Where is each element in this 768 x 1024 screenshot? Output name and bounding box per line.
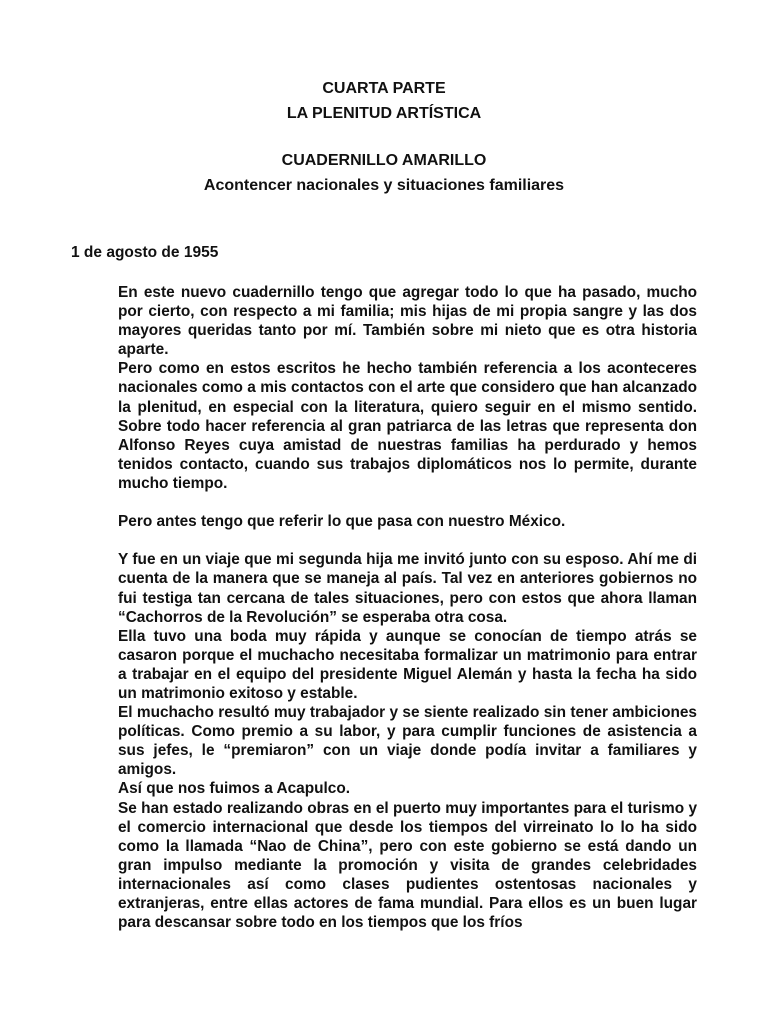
notebook-heading: CUADERNILLO AMARILLO [281,152,487,169]
entry-body [118,283,697,932]
paragraph: En este nuevo cuadernillo tengo que agregar todo lo que ha pasado, mucho por cierto, con respecto a mi familia; mis hijas de mi propia sangre y las dos mayores queridas tanto por mí. También sobre mi nieto que es otra historia aparte. [118,284,697,359]
paragraph: Ella tuvo una boda muy rápida y aunque se conocían de tiempo atrás se casaron porque el muchacho necesitaba formalizar un matrimonio para entrar a trabajar en el equipo del presidente Miguel Alemán y hasta la fecha ha sido un matrimonio exitoso y estable. [118,627,697,702]
paragraph: El muchacho resultó muy trabajador y se siente realizado sin tener ambiciones políticas. Como premio a su labor, y para cumplir funciones de asistencia a sus jefes, le “premiaron” con un viaje donde podía invitar a familiares y amigos. [118,704,697,779]
paragraph: Pero antes tengo que referir lo que pasa con nuestro México. [118,513,566,531]
paragraph: Se han estado realizando obras en el puerto muy importantes para el turismo y el comercio internacional que desde los tiempos del virreinato lo lo ha sido como la llamada “Nao de China”, pero con este gobierno se está dando un gran impulso mediante la promoción y visita de grandes celebridades internacionales así como clases pudientes ostentosas nacionales y extranjeras, entre ellas actores de fama mundial. Para ellos es un buen lugar para descansar sobre todo en los tiempos que los fríos [118,799,697,932]
part-heading: CUARTA PARTE [322,80,446,97]
part-title: LA PLENITUD ARTÍSTICA [286,105,482,122]
paragraph: Así que nos fuimos a Acapulco. [118,780,351,798]
entry-date: 1 de agosto de 1955 [71,244,219,261]
notebook-subtitle: Acontencer nacionales y situaciones familiares [203,177,565,194]
paragraph: Y fue en un viaje que mi segunda hija me invitó junto con su esposo. Ahí me di cuenta de la manera que se maneja al país. Tal vez en anteriores gobiernos no fui testiga tan cercana de tales situaciones, pero con estos que ahora llaman “Cachorros de la Revolución” se esperaba otra cosa. [118,551,697,626]
paragraph: Pero como en estos escritos he hecho también referencia a los aconteceres nacionales como a mis contactos con el arte que considero que han alcanzado la plenitud, en especial con la literatura, quiero seguir en el mismo sentido. Sobre todo hacer referencia al gran patriarca de las letras que representa don Alfonso Reyes cuya amistad de nuestras familias ha perdurado y hemos tenidos contacto, cuando sus trabajos diplomáticos nos lo permite, durante mucho tiempo. [118,360,697,492]
